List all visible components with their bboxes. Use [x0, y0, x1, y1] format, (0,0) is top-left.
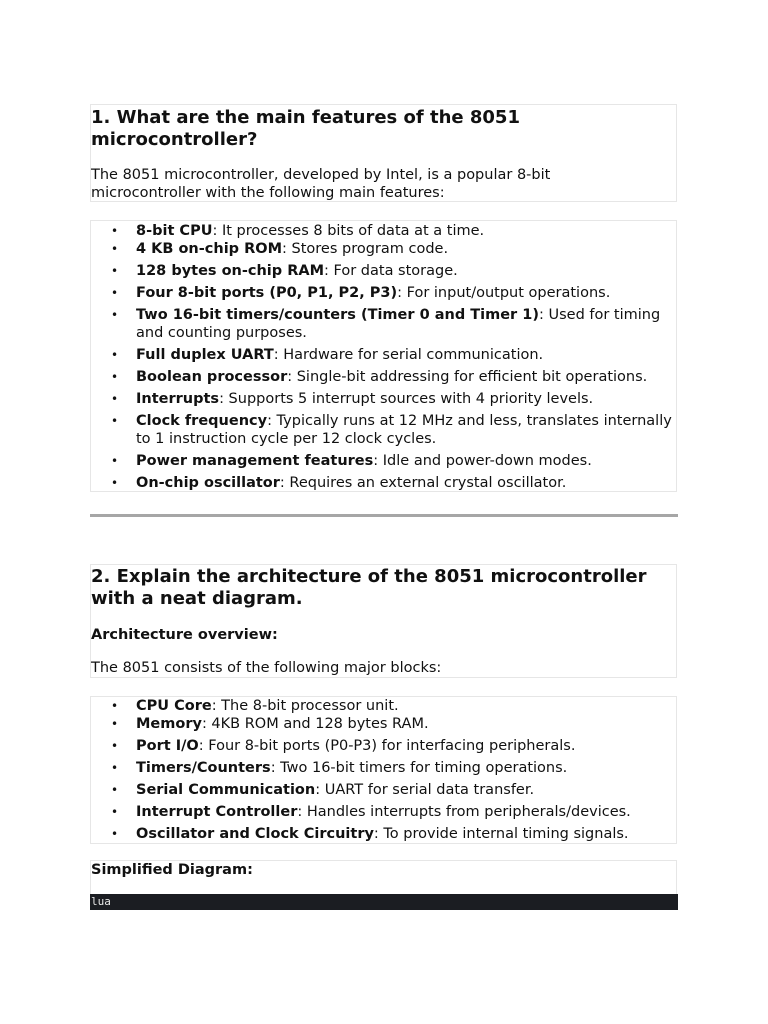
feature-item: [91, 452, 676, 470]
feature-item: [91, 390, 676, 408]
arch-block-item-term: Memory: [136, 716, 202, 732]
simplified-diagram-heading: Simplified Diagram:: [91, 862, 253, 878]
feature-item-term: Full duplex UART: [136, 347, 274, 363]
arch-block-item-term: Timers/Counters: [136, 760, 271, 776]
feature-item-term: Interrupts: [136, 391, 220, 407]
feature-item: [91, 474, 676, 492]
feature-item-term: Power management features: [136, 453, 374, 469]
feature-item: [91, 222, 676, 240]
arch-block-item-desc: : To provide internal timing signals.: [373, 826, 629, 842]
arch-block-item: [91, 803, 676, 821]
arch-block-item-term: Interrupt Controller: [136, 804, 298, 820]
feature-item-desc: : Idle and power-down modes.: [373, 453, 592, 469]
arch-block-item-term: Port I/O: [136, 738, 199, 754]
feature-item-term: Clock frequency: [136, 413, 268, 429]
feature-item-term: 128 bytes on-chip RAM: [136, 263, 325, 279]
feature-item: [91, 346, 676, 364]
feature-item: [91, 240, 676, 258]
diagram-heading-box: [90, 860, 677, 894]
section2-blocks-box: [90, 696, 677, 844]
feature-item-desc: : Typically runs at 12 MHz and less, translates internally to 1 instruction cycle per 12 clock cycles.: [136, 413, 672, 447]
arch-block-item-desc: : Two 16-bit timers for timing operations.: [270, 760, 568, 776]
arch-block-item-desc: : 4KB ROM and 128 bytes RAM.: [201, 716, 429, 732]
feature-item-desc: : It processes 8 bits of data at a time.: [212, 223, 485, 239]
feature-item-desc: : Requires an external crystal oscillator.: [279, 475, 567, 491]
arch-block-item: [91, 781, 676, 799]
architecture-overview-subheading: Architecture overview:: [91, 627, 278, 643]
arch-block-item-desc: : Handles interrupts from peripherals/devices.: [297, 804, 631, 820]
feature-item-desc: : Used for timing and counting purposes.: [136, 307, 661, 341]
arch-block-item: [91, 697, 676, 715]
section1-intro: The 8051 microcontroller, developed by Intel, is a popular 8-bit microcontroller with the following main features:: [91, 167, 551, 201]
code-block-header: [90, 894, 678, 910]
features-list: [91, 222, 676, 492]
section1-header-box: [90, 104, 677, 202]
arch-block-item-desc: : Four 8-bit ports (P0-P3) for interfacing peripherals.: [198, 738, 576, 754]
section-divider: [90, 514, 678, 517]
feature-item-term: 4 KB on-chip ROM: [136, 241, 283, 257]
feature-item-desc: : Hardware for serial communication.: [273, 347, 544, 363]
feature-item: [91, 284, 676, 302]
feature-item: [91, 368, 676, 386]
arch-block-item-term: Serial Communication: [136, 782, 316, 798]
section2-intro: The 8051 consists of the following major blocks:: [91, 660, 442, 676]
feature-item-term: Boolean processor: [136, 369, 288, 385]
arch-block-item-desc: : UART for serial data transfer.: [315, 782, 535, 798]
feature-item-term: Two 16-bit timers/counters (Timer 0 and Timer 1): [136, 307, 539, 323]
code-language-label: lua: [91, 895, 111, 908]
section1-heading: 1. What are the main features of the 8051 microcontroller?: [91, 107, 520, 150]
arch-block-item-desc: : The 8-bit processor unit.: [211, 698, 399, 714]
feature-item-term: On-chip oscillator: [136, 475, 280, 491]
feature-item: [91, 262, 676, 280]
arch-block-item: [91, 737, 676, 755]
feature-item-desc: : Stores program code.: [282, 241, 449, 257]
feature-item: [91, 306, 676, 342]
arch-block-item-term: CPU Core: [136, 698, 212, 714]
section1-features-box: [90, 220, 677, 492]
feature-item-desc: : For data storage.: [324, 263, 458, 279]
architecture-blocks-list: [91, 697, 676, 843]
feature-item-desc: : Supports 5 interrupt sources with 4 priority levels.: [219, 391, 594, 407]
feature-item-desc: : Single-bit addressing for efficient bit operations.: [287, 369, 648, 385]
feature-item-term: 8-bit CPU: [136, 223, 213, 239]
feature-item: [91, 412, 676, 448]
arch-block-item-term: Oscillator and Clock Circuitry: [136, 826, 374, 842]
arch-block-item: [91, 825, 676, 843]
section2-heading: 2. Explain the architecture of the 8051 microcontroller with a neat diagram.: [91, 566, 647, 609]
feature-item-desc: : For input/output operations.: [397, 285, 611, 301]
feature-item-term: Four 8-bit ports (P0, P1, P2, P3): [136, 285, 398, 301]
arch-block-item: [91, 715, 676, 733]
section2-header-box: [90, 564, 677, 678]
arch-block-item: [91, 759, 676, 777]
